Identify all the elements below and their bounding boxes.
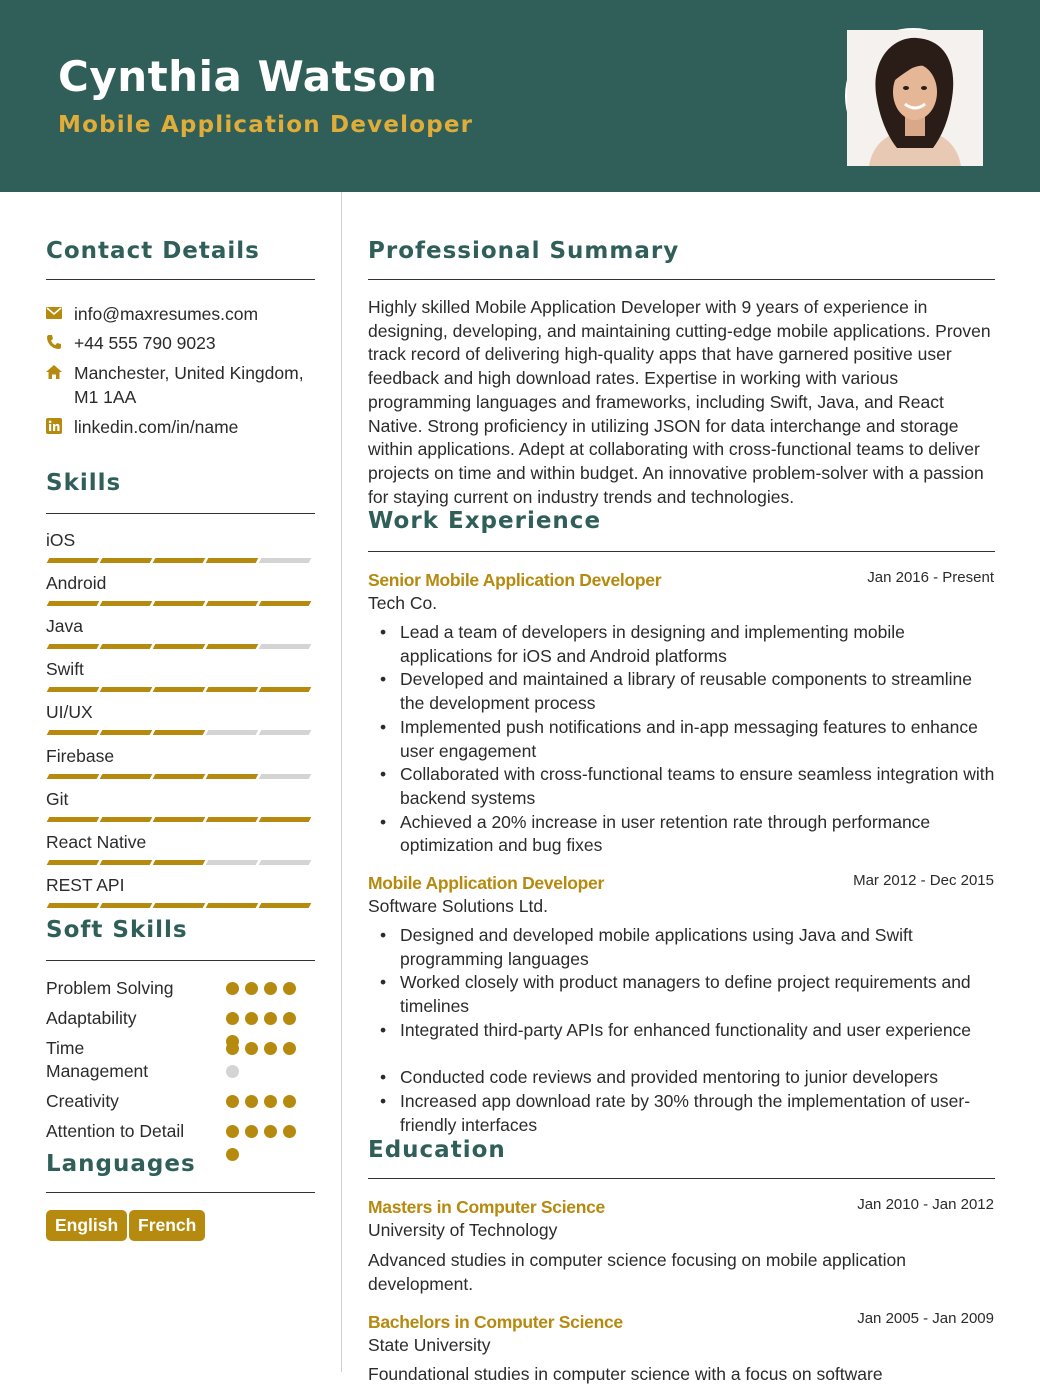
job-bullet: • Integrated third-party APIs for enhanced functionality and user experience	[400, 1019, 996, 1043]
skill-level-bar	[46, 860, 314, 866]
language-pill-french: French	[129, 1210, 205, 1241]
skill-label: Android	[46, 573, 107, 593]
skill-level-segment	[206, 860, 259, 865]
job-date: Jan 2016 - Present	[867, 569, 994, 586]
soft-skill-rating-dot	[264, 982, 277, 995]
skill-level-bar	[46, 687, 314, 693]
degree-title: Masters in Computer Science	[368, 1197, 605, 1217]
soft-skill-rating-dot	[245, 1012, 258, 1025]
column-divider	[341, 192, 342, 1372]
soft-skill-rating-dot	[264, 1042, 277, 1055]
soft-skill-rating-dot	[245, 982, 258, 995]
skill-row	[46, 832, 314, 852]
skill-level-segment	[259, 817, 312, 822]
soft-skill-row	[46, 1037, 306, 1083]
skill-label: Java	[46, 616, 83, 636]
skill-level-segment	[153, 817, 206, 822]
skill-level-segment	[100, 687, 153, 692]
skill-level-segment	[206, 558, 259, 563]
job-bullet: • Implemented push notifications and in-app messaging features to enhance user engagement	[400, 716, 996, 763]
job-bullet: • Increased app download rate by 30% through the implementation of user-friendly interfaces	[400, 1090, 996, 1137]
skill-label: Firebase	[46, 746, 115, 766]
soft-skill-rating-dot	[245, 1095, 258, 1108]
soft-skill-rating-dot	[226, 1012, 239, 1025]
skill-level-segment	[259, 774, 312, 779]
skill-level-segment	[259, 601, 312, 606]
soft-skill-rating-dot	[283, 1125, 296, 1138]
soft-skill-rating-dot	[245, 1042, 258, 1055]
skill-row	[46, 530, 314, 550]
skill-level-bar	[46, 730, 314, 736]
soft-skill-rating-dot	[226, 1125, 239, 1138]
contact-divider	[46, 279, 315, 280]
contact-linkedin-text: linkedin.com/in/name	[74, 417, 239, 437]
skill-label: iOS	[46, 530, 76, 550]
skill-row	[46, 659, 314, 679]
skill-level-segment	[47, 601, 100, 606]
skill-level-segment	[206, 644, 259, 649]
education-section-title: Education	[368, 1137, 506, 1163]
skill-level-bar	[46, 774, 314, 780]
skill-level-segment	[47, 687, 100, 692]
skill-row	[46, 746, 314, 766]
soft-skill-label: Problem Solving	[46, 978, 174, 998]
languages-section-title: Languages	[46, 1151, 196, 1177]
skill-level-segment	[259, 903, 312, 908]
skill-level-segment	[100, 730, 153, 735]
degree-date: Jan 2005 - Jan 2009	[857, 1310, 994, 1327]
job-company: Software Solutions Ltd.	[368, 896, 548, 916]
soft-skill-label: Adaptability	[46, 1008, 137, 1028]
skill-level-segment	[206, 687, 259, 692]
experience-section-title: Work Experience	[368, 508, 602, 534]
soft-skill-label: Attention to Detail	[46, 1121, 185, 1141]
skill-level-segment	[100, 774, 153, 779]
skill-level-segment	[47, 860, 100, 865]
school-name: State University	[368, 1335, 491, 1355]
job-bullet: • Conducted code reviews and provided mentoring to junior developers	[400, 1066, 996, 1090]
soft-skill-label: Creativity	[46, 1091, 119, 1111]
skill-level-segment	[100, 817, 153, 822]
skill-level-segment	[153, 903, 206, 908]
skills-divider	[46, 513, 315, 514]
skill-row	[46, 616, 314, 636]
skill-level-segment	[100, 601, 153, 606]
contact-email-text: info@maxresumes.com	[74, 304, 259, 324]
job-bullet: • Developed and maintained a library of reusable components to streamline the development process	[400, 668, 996, 715]
skill-level-segment	[259, 730, 312, 735]
portrait-image	[847, 30, 983, 166]
skill-level-segment	[153, 860, 206, 865]
skill-level-segment	[206, 730, 259, 735]
soft-skill-rating-dot	[264, 1125, 277, 1138]
soft-skill-rating-dot	[283, 1095, 296, 1108]
soft-skill-rating-dot	[226, 1095, 239, 1108]
skill-level-segment	[153, 601, 206, 606]
job-title: Mobile Application Developer	[368, 873, 604, 893]
skill-level-segment	[259, 687, 312, 692]
skill-level-bar	[46, 601, 314, 607]
school-name: University of Technology	[368, 1220, 558, 1240]
skill-level-segment	[153, 730, 206, 735]
contact-email[interactable]	[46, 302, 319, 326]
skill-level-segment	[47, 644, 100, 649]
summary-text: Highly skilled Mobile Application Developer with 9 years of experience in designing, developing, and maintaining cutting-edge mobile applications. Proven track record of delivering high-quality apps that have garnered positive user feedback and high download rates. Expertise in working with various programming languages and frameworks, including Swift, Java, and React Native. Strong proficiency in utilizing JSON for data interchange and storage within applications. Adept at collaborating with cross-functional teams to deliver projects on time and within budget. An innovative problem-solver with a passion for staying current on industry trends and technologies.	[368, 297, 991, 507]
skill-level-segment	[206, 774, 259, 779]
soft-skill-label: Time Management	[46, 1038, 149, 1081]
summary-section-title: Professional Summary	[368, 238, 680, 264]
job-company: Tech Co.	[368, 593, 438, 613]
contact-linkedin[interactable]	[46, 415, 319, 439]
soft-skills-divider	[46, 960, 315, 961]
skill-level-segment	[100, 558, 153, 563]
soft-skill-rating-dot	[226, 982, 239, 995]
skill-level-bar	[46, 817, 314, 823]
skill-level-segment	[153, 774, 206, 779]
soft-skill-rating-dot	[283, 1042, 296, 1055]
phone-icon	[46, 334, 62, 350]
contact-address-text: Manchester, United Kingdom, M1 1AA	[74, 363, 304, 407]
job-bullet: • Collaborated with cross-functional teams to ensure seamless integration with backend systems	[400, 763, 996, 810]
skill-level-segment	[259, 860, 312, 865]
skill-level-segment	[259, 558, 312, 563]
soft-skill-rating-dot	[226, 1148, 239, 1161]
contact-phone-text: +44 555 790 9023	[74, 333, 216, 353]
linkedin-icon	[46, 418, 62, 434]
skill-row	[46, 573, 314, 593]
skill-level-segment	[47, 903, 100, 908]
skill-level-bar	[46, 903, 314, 909]
skill-label: REST API	[46, 875, 125, 895]
skill-label: Swift	[46, 659, 84, 679]
skill-level-segment	[153, 687, 206, 692]
skill-level-segment	[47, 817, 100, 822]
skill-level-bar	[46, 558, 314, 564]
skill-level-bar	[46, 644, 314, 650]
job-date: Mar 2012 - Dec 2015	[853, 872, 994, 889]
skill-row	[46, 875, 314, 895]
skill-level-segment	[47, 730, 100, 735]
soft-skill-rating-dot	[264, 1012, 277, 1025]
experience-divider	[368, 551, 995, 552]
skill-level-segment	[100, 903, 153, 908]
home-icon	[46, 364, 62, 380]
degree-title: Bachelors in Computer Science	[368, 1312, 623, 1332]
job-bullet: • Designed and developed mobile applications using Java and Swift programming languages	[400, 924, 996, 971]
languages-divider	[46, 1192, 315, 1193]
skill-level-segment	[153, 558, 206, 563]
skill-level-segment	[153, 644, 206, 649]
contact-phone[interactable]	[46, 331, 319, 355]
email-icon	[46, 305, 62, 321]
candidate-role: Mobile Application Developer	[58, 112, 474, 138]
job-bullet: • Achieved a 20% increase in user retention rate through performance optimization and bug fixes	[400, 811, 996, 858]
profile-photo	[845, 28, 981, 164]
degree-date: Jan 2010 - Jan 2012	[857, 1196, 994, 1213]
soft-skill-rating-dot	[283, 1012, 296, 1025]
skill-level-segment	[206, 601, 259, 606]
skill-row	[46, 702, 314, 722]
skill-level-segment	[47, 558, 100, 563]
soft-skill-rating-dot	[245, 1125, 258, 1138]
skill-row	[46, 789, 314, 809]
candidate-name: Cynthia Watson	[58, 52, 438, 101]
job-title: Senior Mobile Application Developer	[368, 570, 662, 590]
soft-skills-section-title: Soft Skills	[46, 917, 188, 943]
contact-section-title: Contact Details	[46, 238, 260, 264]
skill-label: React Native	[46, 832, 147, 852]
soft-skill-rating-dot	[264, 1095, 277, 1108]
job-bullets	[400, 924, 996, 1137]
skill-label: UI/UX	[46, 702, 93, 722]
resume-header	[0, 0, 1040, 192]
soft-skill-rating-dot	[283, 982, 296, 995]
degree-description: Advanced studies in computer science focusing on mobile application development.	[368, 1250, 906, 1294]
soft-skill-rating-dot	[226, 1065, 239, 1078]
skill-level-segment	[206, 903, 259, 908]
contact-address	[46, 361, 319, 409]
job-bullet: • Worked closely with product managers to define project requirements and timelines	[400, 971, 996, 1018]
skill-level-segment	[100, 644, 153, 649]
language-pill-english: English	[46, 1210, 127, 1241]
job-bullet: • Lead a team of developers in designing and implementing mobile applications for iOS and Android platforms	[400, 621, 996, 668]
skill-label: Git	[46, 789, 69, 809]
skill-level-segment	[206, 817, 259, 822]
summary-divider	[368, 279, 995, 280]
skill-level-segment	[100, 860, 153, 865]
job-bullets	[400, 621, 996, 858]
education-divider	[368, 1178, 995, 1179]
skill-level-segment	[47, 774, 100, 779]
skill-level-segment	[259, 644, 312, 649]
soft-skill-rating-dot	[226, 1042, 239, 1055]
degree-description: Foundational studies in computer science with a focus on software	[368, 1364, 883, 1384]
skills-section-title: Skills	[46, 470, 122, 496]
